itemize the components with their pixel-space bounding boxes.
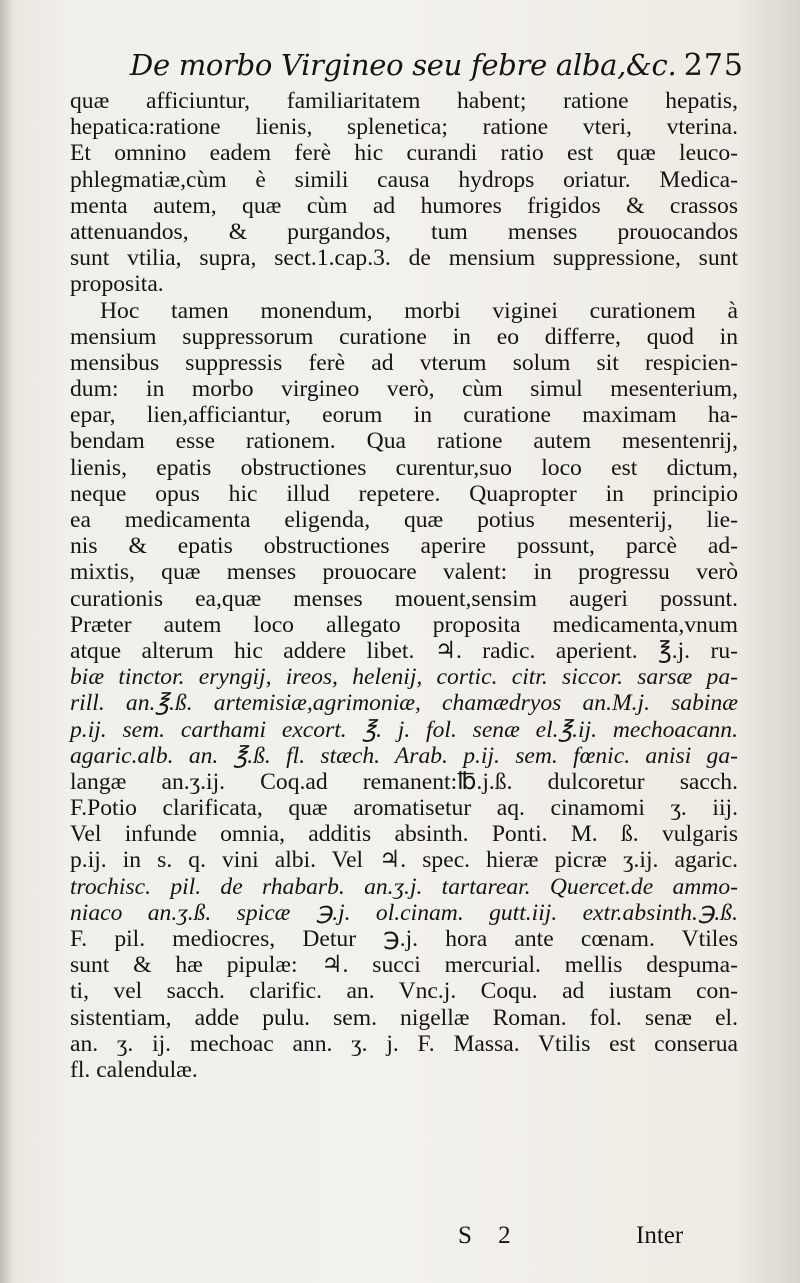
text-line: Hoc tamen monendum, morbi viginei curationem à — [100, 297, 738, 324]
text-line: an. ʒ. ij. mechoac ann. ʒ. j. F. Massa. Vtilis est conserua — [70, 1030, 738, 1057]
text-line: Et omnino eadem ferè hic curandi ratio est quæ leuco- — [70, 140, 738, 167]
text-line: sistentiam, adde pulu. sem. nigellæ Roman. fol. senæ el. — [70, 1004, 738, 1031]
text-line: biæ tinctor. eryngij, ireos, helenij, cortic. citr. siccor. sarsæ pa- — [70, 664, 738, 691]
text-line: mensium suppressorum curatione in eo differre, quod in — [70, 323, 738, 350]
text-line: fl. calendulæ. — [70, 1056, 198, 1083]
page-header — [130, 48, 744, 90]
text-line: curationis ea,quæ menses mouent,sensim augeri possunt. — [70, 585, 738, 612]
text-line: langæ an.ʒ.ij. Coq.ad remanent:℔.j.ß. dulcoretur sacch. — [70, 768, 738, 795]
text-line: F.Potio clarificata, quæ aromatisetur aq. cinamomi ʒ. iij. — [70, 795, 738, 822]
text-line: niaco an.ʒ.ß. spicæ ℈.j. ol.cinam. gutt.iij. extr.absinth.℈.ß. — [70, 899, 738, 926]
gutter-shadow — [0, 0, 14, 1283]
signature-mark: S 2 — [458, 1222, 521, 1249]
text-line: trochisc. pil. de rhabarb. an.ʒ.j. tartarear. Quercet.de ammo- — [70, 873, 738, 900]
text-line: sunt vtilia, supra, sect.1.cap.3. de mensium suppressione, sunt — [70, 245, 738, 272]
text-line: sunt & hæ pipulæ: ♃. succi mercurial. mellis despuma- — [70, 952, 738, 979]
text-line: ea medicamenta eligenda, quæ potius mesenterij, lie- — [70, 507, 738, 533]
text-line: quæ afficiuntur, familiaritatem habent; ratione hepatis, — [70, 88, 738, 114]
text-line: mixtis, quæ menses prouocare valent: in progressu verò — [70, 559, 738, 586]
page-footer — [0, 1222, 800, 1262]
text-line: mensibus suppressis ferè ad vterum solum sit respicien- — [70, 349, 738, 376]
catchword: Inter — [636, 1222, 684, 1249]
running-title: De morbo Virgineo seu febre alba,&c. — [130, 48, 677, 82]
text-line: menta autem, quæ cùm ad humores frigidos & crassos — [70, 192, 738, 219]
text-line: ti, vel sacch. clarific. an. Vnc.j. Coqu. ad iustam con- — [70, 978, 738, 1005]
text-line: nis & epatis obstructiones aperire possunt, parcè ad- — [70, 533, 738, 560]
text-line: Præter autem loco allegato proposita medicamenta,vnum — [70, 611, 738, 638]
text-line: bendam esse rationem. Qua ratione autem mesentenrij, — [70, 428, 738, 455]
page-number: 275 — [683, 48, 744, 83]
text-line: agaric.alb. an. ℥.ß. fl. stæch. Arab. p.ij. sem. fœnic. anisi ga- — [70, 742, 738, 769]
text-line: p.ij. sem. carthami excort. ℥. j. fol. senæ el.℥.ij. mechoacann. — [70, 716, 738, 743]
text-line: atque alterum hic addere libet. ♃. radic. aperient. ℥.j. ru- — [70, 637, 738, 664]
text-line: neque opus hic illud repetere. Quapropter in principio — [70, 480, 738, 507]
text-line: Vel infunde omnia, additis absinth. Ponti. M. ß. vulgaris — [70, 821, 738, 848]
text-line: lienis, epatis obstructiones curentur,suo loco est dictum, — [70, 454, 738, 481]
text-line: attenuandos, & purgandos, tum menses prouocandos — [70, 218, 738, 245]
text-line: F. pil. mediocres, Detur ℈.j. hora ante cœnam. Vtiles — [70, 926, 738, 952]
text-line: hepatica:ratione lienis, splenetica; ratione vteri, vterina. — [70, 114, 738, 141]
text-line: epar, lien,afficiantur, eorum in curatione maximam ha- — [70, 402, 738, 429]
body-text — [70, 88, 738, 1083]
text-line: dum: in morbo virgineo verò, cùm simul mesenterium, — [70, 376, 738, 403]
text-line: proposita. — [70, 271, 164, 298]
text-line: phlegmatiæ,cùm è simili causa hydrops oriatur. Medica- — [70, 166, 738, 193]
text-line: rill. an.℥.ß. artemisiæ,agrimoniæ, chamædryos an.M.j. sabinæ — [70, 690, 738, 717]
text-line: p.ij. in s. q. vini albi. Vel ♃. spec. hieræ picræ ʒ.ij. agaric. — [70, 847, 738, 874]
